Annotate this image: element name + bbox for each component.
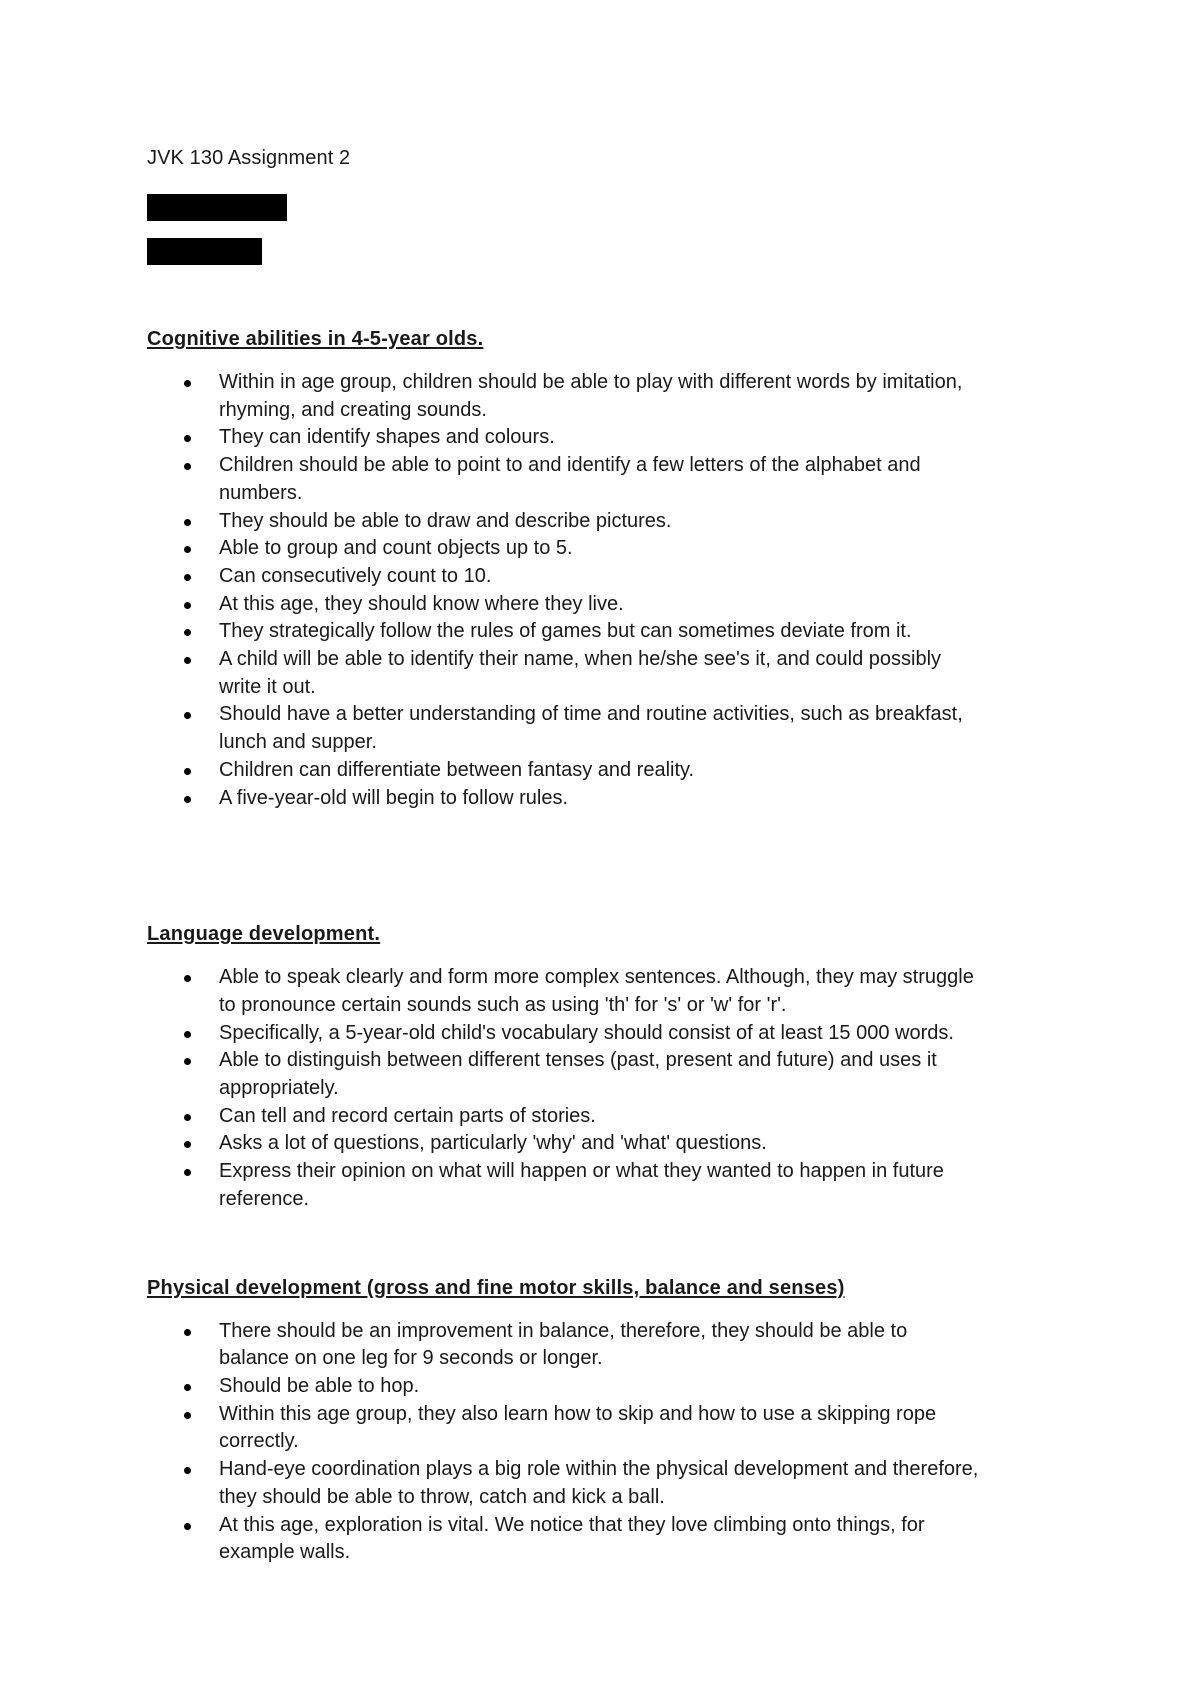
list-item: Can consecutively count to 10. <box>147 563 979 591</box>
list-item: Hand-eye coordination plays a big role within the physical development and therefore, they should be able to throw, catch and kick a ball. <box>147 1456 979 1511</box>
list-item: Able to distinguish between different tenses (past, present and future) and uses it appropriately. <box>147 1047 979 1102</box>
list-item: A child will be able to identify their name, when he/she see's it, and could possibly write it out. <box>147 646 979 701</box>
document-page <box>147 146 1067 1567</box>
list-item: At this age, they should know where they live. <box>147 591 979 619</box>
list-item: Asks a lot of questions, particularly 'why' and 'what' questions. <box>147 1130 979 1158</box>
section-heading-language: Language development. <box>147 923 381 946</box>
list-item: They can identify shapes and colours. <box>147 424 979 452</box>
document-title: JVK 130 Assignment 2 <box>147 147 351 169</box>
list-item: Should be able to hop. <box>147 1373 979 1401</box>
list-item: Should have a better understanding of time and routine activities, such as breakfast, lunch and supper. <box>147 701 979 756</box>
list-item: Specifically, a 5-year-old child's vocabulary should consist of at least 15 000 words. <box>147 1020 979 1048</box>
list-item: Children can differentiate between fantasy and reality. <box>147 757 979 785</box>
language-list <box>147 964 1067 1213</box>
list-item: Within this age group, they also learn how to skip and how to use a skipping rope correctly. <box>147 1401 979 1456</box>
section-heading-cognitive: Cognitive abilities in 4-5-year olds. <box>147 328 484 350</box>
list-item: Able to speak clearly and form more complex sentences. Although, they may struggle to pronounce certain sounds such as using 'th' for 's' or 'w' for 'r'. <box>147 964 979 1019</box>
redacted-name-block <box>147 194 287 221</box>
list-item: Express their opinion on what will happen or what they wanted to happen in future reference. <box>147 1158 979 1213</box>
cognitive-list <box>147 369 1067 812</box>
list-item: They strategically follow the rules of games but can sometimes deviate from it. <box>147 618 979 646</box>
list-item: They should be able to draw and describe pictures. <box>147 508 979 536</box>
list-item: Within in age group, children should be able to play with different words by imitation, rhyming, and creating sounds. <box>147 369 979 424</box>
list-item: A five-year-old will begin to follow rules. <box>147 785 979 813</box>
redacted-student-number-block <box>147 238 262 265</box>
list-item: There should be an improvement in balance, therefore, they should be able to balance on one leg for 9 seconds or longer. <box>147 1318 979 1373</box>
section-heading-physical: Physical development (gross and fine motor skills, balance and senses) <box>147 1276 845 1299</box>
list-item: Able to group and count objects up to 5. <box>147 535 979 563</box>
list-item: Children should be able to point to and identify a few letters of the alphabet and numbers. <box>147 452 979 507</box>
physical-list <box>147 1318 1067 1567</box>
list-item: Can tell and record certain parts of stories. <box>147 1103 979 1131</box>
list-item: At this age, exploration is vital. We notice that they love climbing onto things, for example walls. <box>147 1512 979 1567</box>
